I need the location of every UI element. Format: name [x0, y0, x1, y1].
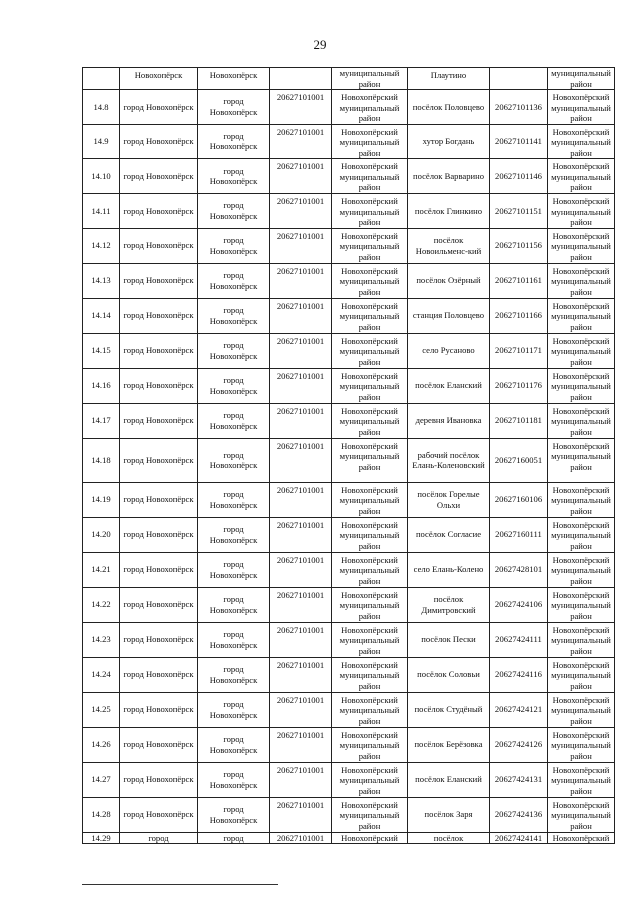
locality-code-cell: 20627160106: [490, 482, 548, 517]
locality-cell: посёлок: [408, 832, 490, 844]
locality-cell: посёлок Горелые Ольхи: [408, 482, 490, 517]
table-row: [83, 727, 615, 762]
oktmo-code-cell: 20627101001: [270, 692, 332, 727]
table-row: [83, 762, 615, 797]
settlement-cell: город Новохопёрск: [120, 692, 198, 727]
row-number-cell: 14.19: [83, 482, 120, 517]
locality-code-cell: 20627160051: [490, 438, 548, 482]
table-row: [83, 797, 615, 832]
municipality-cell: город Новохопёрск: [198, 194, 270, 229]
table-row: [83, 438, 615, 482]
district2-cell: Новохопёрский муниципальный район: [548, 403, 615, 438]
oktmo-code-cell: 20627101001: [270, 552, 332, 587]
locality-cell: посёлок Заря: [408, 797, 490, 832]
settlement-cell: город Новохопёрск: [120, 403, 198, 438]
settlement-cell: город Новохопёрск: [120, 333, 198, 368]
locality-cell: посёлок Соловьи: [408, 657, 490, 692]
page-number: 29: [313, 37, 327, 52]
locality-cell: посёлок Еланский: [408, 762, 490, 797]
locality-code-cell: 20627428101: [490, 552, 548, 587]
district-cell: Новохопёрский: [332, 832, 408, 844]
settlement-cell: город Новохопёрск: [120, 762, 198, 797]
table-row: [83, 587, 615, 622]
municipality-cell: город Новохопёрск: [198, 263, 270, 298]
locality-code-cell: 20627424131: [490, 762, 548, 797]
oktmo-code-cell: 20627101001: [270, 90, 332, 125]
locality-cell: посёлок Глинкино: [408, 194, 490, 229]
table-row: [83, 124, 615, 159]
oktmo-code-cell: 20627101001: [270, 797, 332, 832]
district2-cell: Новохопёрский муниципальный район: [548, 263, 615, 298]
district2-cell: Новохопёрский муниципальный район: [548, 622, 615, 657]
row-number-cell: 14.27: [83, 762, 120, 797]
locality-code-cell: [490, 68, 548, 90]
table-row: [83, 517, 615, 552]
district2-cell: Новохопёрский муниципальный район: [548, 797, 615, 832]
oktmo-code-cell: 20627101001: [270, 403, 332, 438]
locality-code-cell: 20627424136: [490, 797, 548, 832]
municipality-cell: город Новохопёрск: [198, 657, 270, 692]
municipality-cell: город Новохопёрск: [198, 90, 270, 125]
municipality-cell: город Новохопёрск: [198, 403, 270, 438]
district-cell: Новохопёрский муниципальный район: [332, 368, 408, 403]
settlement-cell: город Новохопёрск: [120, 657, 198, 692]
table-row: [83, 333, 615, 368]
district-cell: Новохопёрский муниципальный район: [332, 657, 408, 692]
district-cell: Новохопёрский муниципальный район: [332, 263, 408, 298]
locality-cell: посёлок Согласие: [408, 517, 490, 552]
district2-cell: Новохопёрский муниципальный район: [548, 438, 615, 482]
settlement-registry-table: [82, 67, 615, 844]
row-number-cell: 14.17: [83, 403, 120, 438]
row-number-cell: 14.26: [83, 727, 120, 762]
table-row: [83, 552, 615, 587]
row-number-cell: 14.12: [83, 228, 120, 263]
row-number-cell: 14.25: [83, 692, 120, 727]
locality-cell: посёлок Димитровский: [408, 587, 490, 622]
locality-code-cell: 20627424116: [490, 657, 548, 692]
oktmo-code-cell: 20627101001: [270, 832, 332, 844]
oktmo-code-cell: 20627101001: [270, 622, 332, 657]
locality-code-cell: 20627101151: [490, 194, 548, 229]
table-row: [83, 368, 615, 403]
row-number-cell: [83, 68, 120, 90]
locality-code-cell: 20627101181: [490, 403, 548, 438]
oktmo-code-cell: [270, 68, 332, 90]
settlement-cell: город Новохопёрск: [120, 263, 198, 298]
district-cell: Новохопёрский муниципальный район: [332, 124, 408, 159]
settlement-cell: город Новохопёрск: [120, 622, 198, 657]
settlement-cell: город Новохопёрск: [120, 797, 198, 832]
locality-code-cell: 20627101176: [490, 368, 548, 403]
settlement-cell: город Новохопёрск: [120, 727, 198, 762]
district2-cell: Новохопёрский муниципальный район: [548, 552, 615, 587]
locality-cell: посёлок Половцево: [408, 90, 490, 125]
row-number-cell: 14.14: [83, 298, 120, 333]
district2-cell: Новохопёрский муниципальный район: [548, 762, 615, 797]
district2-cell: Новохопёрский муниципальный район: [548, 517, 615, 552]
district-cell: Новохопёрский муниципальный район: [332, 692, 408, 727]
locality-code-cell: 20627424121: [490, 692, 548, 727]
district2-cell: Новохопёрский муниципальный район: [548, 333, 615, 368]
locality-code-cell: 20627424106: [490, 587, 548, 622]
district-cell: Новохопёрский муниципальный район: [332, 762, 408, 797]
district2-cell: Новохопёрский муниципальный район: [548, 587, 615, 622]
municipality-cell: город Новохопёрск: [198, 333, 270, 368]
district2-cell: Новохопёрский: [548, 832, 615, 844]
district2-cell: Новохопёрский муниципальный район: [548, 124, 615, 159]
district2-cell: Новохопёрский муниципальный район: [548, 194, 615, 229]
locality-code-cell: 20627101136: [490, 90, 548, 125]
locality-cell: посёлок Озёрный: [408, 263, 490, 298]
settlement-cell: город Новохопёрск: [120, 552, 198, 587]
table-row: [83, 228, 615, 263]
district2-cell: муниципальный район: [548, 68, 615, 90]
row-number-cell: 14.16: [83, 368, 120, 403]
locality-cell: посёлок Варварино: [408, 159, 490, 194]
district-cell: Новохопёрский муниципальный район: [332, 622, 408, 657]
settlement-cell: город Новохопёрск: [120, 90, 198, 125]
row-number-cell: 14.23: [83, 622, 120, 657]
row-number-cell: 14.8: [83, 90, 120, 125]
locality-cell: посёлок Новоильменс-кий: [408, 228, 490, 263]
settlement-cell: город Новохопёрск: [120, 587, 198, 622]
municipality-cell: город Новохопёрск: [198, 552, 270, 587]
district-cell: Новохопёрский муниципальный район: [332, 482, 408, 517]
locality-cell: посёлок Еланский: [408, 368, 490, 403]
municipality-cell: город Новохопёрск: [198, 622, 270, 657]
locality-code-cell: 20627101161: [490, 263, 548, 298]
municipality-cell: город Новохопёрск: [198, 438, 270, 482]
locality-code-cell: 20627101171: [490, 333, 548, 368]
municipality-cell: город Новохопёрск: [198, 482, 270, 517]
locality-code-cell: 20627101166: [490, 298, 548, 333]
locality-cell: деревня Ивановка: [408, 403, 490, 438]
settlement-cell: город Новохопёрск: [120, 438, 198, 482]
locality-code-cell: 20627101156: [490, 228, 548, 263]
district-cell: Новохопёрский муниципальный район: [332, 587, 408, 622]
municipality-cell: город Новохопёрск: [198, 124, 270, 159]
municipality-cell: город Новохопёрск: [198, 727, 270, 762]
settlement-cell: город Новохопёрск: [120, 124, 198, 159]
row-number-cell: 14.20: [83, 517, 120, 552]
district-cell: муниципальный район: [332, 68, 408, 90]
locality-cell: хутор Богдань: [408, 124, 490, 159]
municipality-cell: город Новохопёрск: [198, 368, 270, 403]
district2-cell: Новохопёрский муниципальный район: [548, 228, 615, 263]
locality-code-cell: 20627101141: [490, 124, 548, 159]
settlement-cell: город Новохопёрск: [120, 368, 198, 403]
district-cell: Новохопёрский муниципальный район: [332, 727, 408, 762]
locality-cell: рабочий посёлок Елань-Коленовский: [408, 438, 490, 482]
row-number-cell: 14.10: [83, 159, 120, 194]
district2-cell: Новохопёрский муниципальный район: [548, 482, 615, 517]
municipality-cell: город Новохопёрск: [198, 692, 270, 727]
table-row: [83, 403, 615, 438]
settlement-cell: город Новохопёрск: [120, 228, 198, 263]
district-cell: Новохопёрский муниципальный район: [332, 90, 408, 125]
district-cell: Новохопёрский муниципальный район: [332, 194, 408, 229]
locality-cell: посёлок Пески: [408, 622, 490, 657]
locality-cell: село Русаново: [408, 333, 490, 368]
table-row: [83, 263, 615, 298]
municipality-cell: город Новохопёрск: [198, 159, 270, 194]
row-number-cell: 14.13: [83, 263, 120, 298]
settlement-cell: город: [120, 832, 198, 844]
oktmo-code-cell: 20627101001: [270, 263, 332, 298]
municipality-cell: город Новохопёрск: [198, 228, 270, 263]
locality-cell: село Елань-Колено: [408, 552, 490, 587]
locality-code-cell: 20627160111: [490, 517, 548, 552]
locality-code-cell: 20627424141: [490, 832, 548, 844]
oktmo-code-cell: 20627101001: [270, 124, 332, 159]
municipality-cell: город Новохопёрск: [198, 762, 270, 797]
oktmo-code-cell: 20627101001: [270, 368, 332, 403]
row-number-cell: 14.22: [83, 587, 120, 622]
table-row: [83, 90, 615, 125]
locality-cell: посёлок Студёный: [408, 692, 490, 727]
table-row: [83, 482, 615, 517]
row-number-cell: 14.29: [83, 832, 120, 844]
district2-cell: Новохопёрский муниципальный район: [548, 727, 615, 762]
table-row: [83, 194, 615, 229]
oktmo-code-cell: 20627101001: [270, 228, 332, 263]
district-cell: Новохопёрский муниципальный район: [332, 552, 408, 587]
oktmo-code-cell: 20627101001: [270, 159, 332, 194]
settlement-cell: город Новохопёрск: [120, 194, 198, 229]
oktmo-code-cell: 20627101001: [270, 727, 332, 762]
district2-cell: Новохопёрский муниципальный район: [548, 692, 615, 727]
locality-cell: станция Половцево: [408, 298, 490, 333]
locality-code-cell: 20627101146: [490, 159, 548, 194]
district-cell: Новохопёрский муниципальный район: [332, 403, 408, 438]
district-cell: Новохопёрский муниципальный район: [332, 333, 408, 368]
locality-cell: посёлок Берёзовка: [408, 727, 490, 762]
municipality-cell: город: [198, 832, 270, 844]
oktmo-code-cell: 20627101001: [270, 333, 332, 368]
settlement-cell: город Новохопёрск: [120, 298, 198, 333]
table-row-partial: [83, 832, 615, 844]
settlement-cell: город Новохопёрск: [120, 517, 198, 552]
district-cell: Новохопёрский муниципальный район: [332, 517, 408, 552]
table-row: [83, 622, 615, 657]
table-row: [83, 657, 615, 692]
locality-code-cell: 20627424126: [490, 727, 548, 762]
district-cell: Новохопёрский муниципальный район: [332, 438, 408, 482]
district2-cell: Новохопёрский муниципальный район: [548, 298, 615, 333]
settlement-cell: город Новохопёрск: [120, 159, 198, 194]
oktmo-code-cell: 20627101001: [270, 517, 332, 552]
table-row: [83, 159, 615, 194]
municipality-cell: город Новохопёрск: [198, 298, 270, 333]
district2-cell: Новохопёрский муниципальный район: [548, 159, 615, 194]
table-row: [83, 298, 615, 333]
municipality-cell: город Новохопёрск: [198, 587, 270, 622]
oktmo-code-cell: 20627101001: [270, 194, 332, 229]
row-number-cell: 14.18: [83, 438, 120, 482]
district-cell: Новохопёрский муниципальный район: [332, 298, 408, 333]
oktmo-code-cell: 20627101001: [270, 438, 332, 482]
district2-cell: Новохопёрский муниципальный район: [548, 90, 615, 125]
row-number-cell: 14.11: [83, 194, 120, 229]
oktmo-code-cell: 20627101001: [270, 298, 332, 333]
footnote-separator-line: [82, 884, 278, 885]
table-row-continued: [83, 68, 615, 90]
district-cell: Новохопёрский муниципальный район: [332, 797, 408, 832]
table-body: [83, 68, 615, 844]
district-cell: Новохопёрский муниципальный район: [332, 228, 408, 263]
row-number-cell: 14.9: [83, 124, 120, 159]
settlement-cell: город Новохопёрск: [120, 482, 198, 517]
oktmo-code-cell: 20627101001: [270, 657, 332, 692]
municipality-cell: город Новохопёрск: [198, 517, 270, 552]
municipality-cell: город Новохопёрск: [198, 797, 270, 832]
row-number-cell: 14.15: [83, 333, 120, 368]
locality-code-cell: 20627424111: [490, 622, 548, 657]
table-row: [83, 692, 615, 727]
row-number-cell: 14.28: [83, 797, 120, 832]
row-number-cell: 14.24: [83, 657, 120, 692]
municipality-cell: Новохопёрск: [198, 68, 270, 90]
oktmo-code-cell: 20627101001: [270, 482, 332, 517]
oktmo-code-cell: 20627101001: [270, 762, 332, 797]
district-cell: Новохопёрский муниципальный район: [332, 159, 408, 194]
settlement-cell: Новохопёрск: [120, 68, 198, 90]
district2-cell: Новохопёрский муниципальный район: [548, 657, 615, 692]
locality-cell: Плаутино: [408, 68, 490, 90]
oktmo-code-cell: 20627101001: [270, 587, 332, 622]
row-number-cell: 14.21: [83, 552, 120, 587]
district2-cell: Новохопёрский муниципальный район: [548, 368, 615, 403]
